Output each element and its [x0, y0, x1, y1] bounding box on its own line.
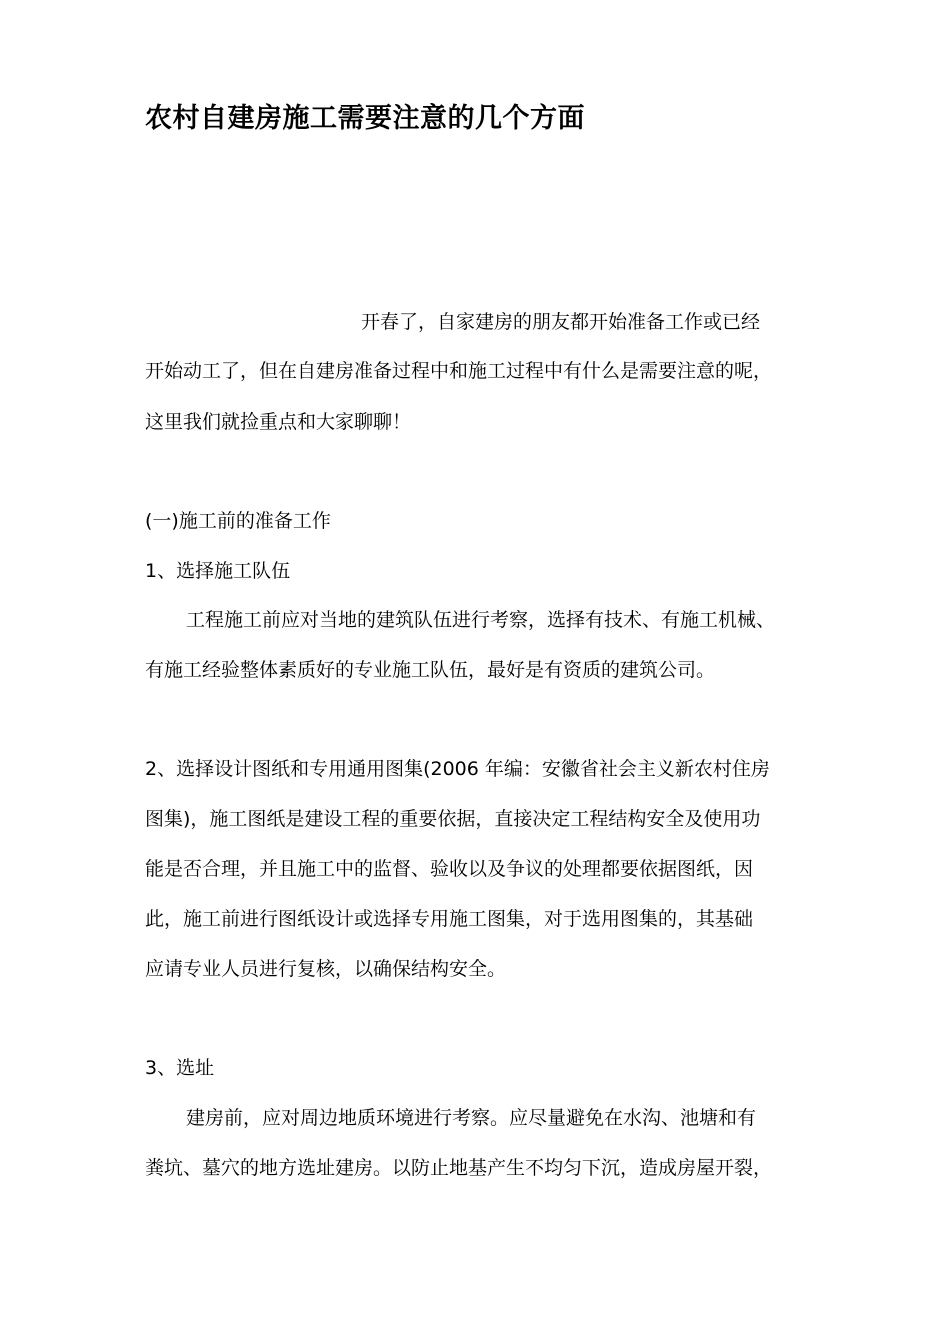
- item-3-paragraph-line-1: 建房前，应对周边地质环境进行考察。应尽量避免在水沟、池塘和有: [186, 1107, 757, 1129]
- section-heading: (一)施工前的准备工作: [145, 510, 331, 532]
- intro-paragraph-line-1: 开春了，自家建房的朋友都开始准备工作或已经: [361, 311, 761, 333]
- item-1-paragraph-line-1: 工程施工前应对当地的建筑队伍进行考察，选择有技术、有施工机械、: [186, 609, 776, 631]
- item-2-paragraph-line-1: 2、选择设计图纸和专用通用图集(2006 年编：安徽省社会主义新农村住房: [145, 758, 770, 780]
- item-3-paragraph-line-2: 粪坑、墓穴的地方选址建房。以防止地基产生不均匀下沉，造成房屋开裂，: [145, 1157, 773, 1179]
- item-1-heading: 1、选择施工队伍: [145, 560, 291, 582]
- item-2-paragraph-line-3: 能是否合理，并且施工中的监督、验收以及争议的处理都要依据图纸，因: [145, 858, 754, 880]
- item-2-paragraph-line-2: 图集)，施工图纸是建设工程的重要依据，直接决定工程结构安全及使用功: [145, 808, 761, 830]
- intro-paragraph-line-3: 这里我们就捡重点和大家聊聊！: [145, 411, 412, 433]
- item-2-paragraph-line-4: 此，施工前进行图纸设计或选择专用施工图集，对于选用图集的，其基础: [145, 908, 754, 930]
- intro-paragraph-line-2: 开始动工了，但在自建房准备过程中和施工过程中有什么是需要注意的呢，: [145, 360, 773, 382]
- item-3-heading: 3、选址: [145, 1057, 215, 1079]
- item-2-paragraph-line-5: 应请专业人员进行复核，以确保结构安全。: [145, 958, 507, 980]
- item-1-paragraph-line-2: 有施工经验整体素质好的专业施工队伍，最好是有资质的建筑公司。: [145, 659, 716, 681]
- document-title: 农村自建房施工需要注意的几个方面: [145, 103, 585, 134]
